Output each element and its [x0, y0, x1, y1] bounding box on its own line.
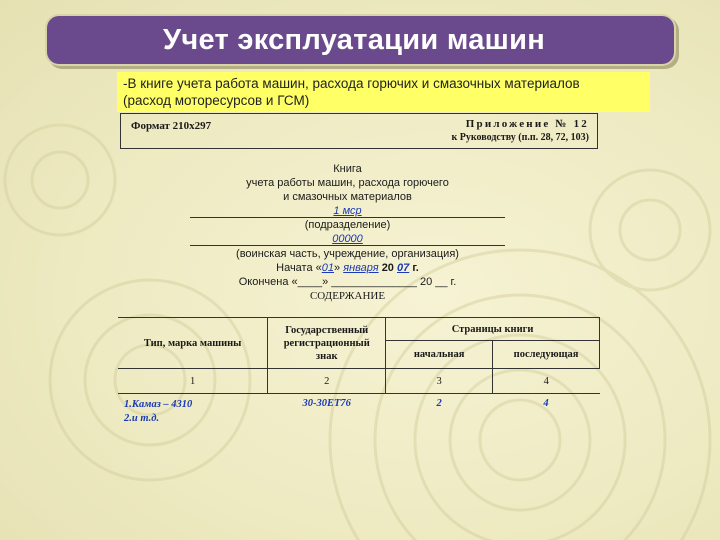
started-day: 01	[321, 262, 335, 274]
intro-line-2: (расход моторесурсов и ГСМ)	[123, 93, 310, 108]
started-prefix: Начата «	[276, 262, 322, 274]
column-number: 3	[386, 369, 493, 394]
military-value-line	[190, 232, 505, 246]
book-title-line-3: и смазочных материалов	[283, 191, 412, 203]
started-mid: »	[334, 262, 341, 274]
machine-type-line-1: 1.Камаз – 4310	[124, 399, 193, 410]
started-year: 07	[397, 262, 410, 274]
slide-title-bar	[47, 16, 674, 64]
appendix-block	[452, 118, 589, 144]
slide-title: Учет эксплуатации машин	[163, 23, 546, 56]
book-title-line-2: учета работы машин, расхода горючего	[246, 177, 449, 189]
started-suffix: г.	[412, 262, 419, 274]
military-caption: (воинская часть, учреждение, организация)	[236, 248, 459, 260]
unit-value: 1 мср	[333, 205, 362, 217]
column-number-row	[118, 369, 600, 394]
header-pages-next: последующая	[493, 341, 600, 369]
format-header-box	[120, 113, 598, 149]
intro-highlight	[117, 72, 650, 112]
header-pages: Страницы книги	[386, 318, 600, 341]
contents-label: СОДЕРЖАНИЕ	[309, 290, 386, 302]
appendix-reference: к Руководству (п.п. 28, 72, 103)	[451, 132, 589, 143]
registration-cell: 30-30ЕТ76	[302, 398, 351, 409]
started-line	[190, 261, 505, 275]
header-registration: Государственный регистрационный знак	[268, 318, 386, 369]
contents-table	[118, 317, 600, 426]
page-first-cell: 2	[436, 398, 442, 409]
column-number: 4	[493, 369, 600, 394]
ended-line: Окончена «____» ______________ 20 __ г.	[238, 276, 457, 288]
table-row	[118, 394, 600, 427]
book-title-line-1: Книга	[333, 163, 362, 175]
unit-value-line	[190, 204, 505, 218]
unit-caption: (подразделение)	[304, 219, 391, 231]
column-number: 1	[118, 369, 268, 394]
header-pages-first: начальная	[386, 341, 493, 369]
format-label: Формат 210х297	[131, 120, 212, 132]
started-month: января	[343, 262, 379, 274]
appendix-title: Приложение № 12	[465, 118, 589, 130]
header-machine-type: Тип, марка машины	[118, 318, 268, 369]
started-year-prefix: 20	[381, 262, 394, 274]
book-title-block	[190, 162, 505, 204]
contents-table-wrap	[118, 317, 600, 426]
machine-type-line-2: 2.и т.д.	[124, 413, 160, 424]
intro-line-1: -В книге учета работа машин, расхода горючих и смазочных материалов	[123, 76, 580, 91]
military-value: 00000	[332, 233, 363, 245]
page-next-cell: 4	[543, 398, 549, 409]
machine-type-cell	[118, 394, 268, 427]
column-number: 2	[268, 369, 386, 394]
